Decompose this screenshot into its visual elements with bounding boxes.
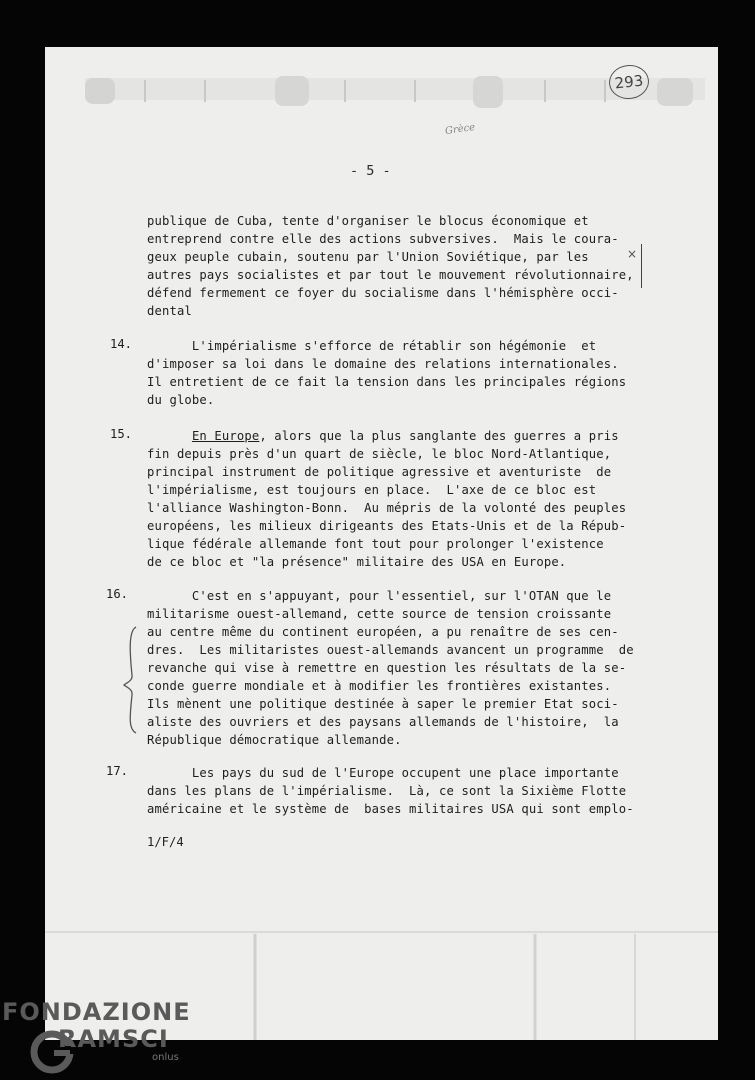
text-line: dental	[147, 304, 192, 318]
text-line: L'impérialisme s'efforce de rétablir son hégémonie et	[147, 339, 597, 353]
text-line: militarisme ouest-allemand, cette source de tension croissante	[147, 607, 612, 621]
text-line: Ils mènent une politique destinée à saper le premier Etat soci-	[147, 697, 619, 711]
text-line: geux peuple cubain, soutenu par l'Union Soviétique, par les	[147, 250, 589, 264]
text-line: principal instrument de politique agressive et aventuriste de	[147, 465, 612, 479]
text-line: République démocratique allemande.	[147, 733, 402, 747]
margin-vertical-mark	[641, 244, 642, 288]
text-line: Il entretient de ce fait la tension dans les principales régions	[147, 375, 627, 389]
text-line: l'alliance Washington-Bonn. Au mépris de la volonté des peuples	[147, 501, 627, 515]
text-line: défend fermement ce foyer du socialisme dans l'hémisphère occi-	[147, 286, 619, 300]
watermark-gramsci: RAMSCI	[58, 1025, 169, 1053]
text-line: aliste des ouvriers et des paysans allemands de l'histoire, la	[147, 715, 619, 729]
text-line: entreprend contre elle des actions subversives. Mais le coura-	[147, 232, 619, 246]
document-reference: 1/F/4	[147, 835, 184, 849]
text-line: dres. Les militaristes ouest-allemands avancent un programme de	[147, 643, 634, 657]
text-line: Les pays du sud de l'Europe occupent une place importante	[147, 766, 619, 780]
text-line: au centre même du continent européen, a pu renaître de ses cen-	[147, 625, 619, 639]
paragraph-number: 14.	[110, 337, 133, 351]
text-line: du globe.	[147, 393, 215, 407]
text-line: publique de Cuba, tente d'organiser le blocus économique et	[147, 214, 589, 228]
paragraph-number: 15.	[110, 427, 133, 441]
archive-stamp-number: 293	[607, 63, 650, 101]
paragraph-number: 16.	[106, 587, 129, 601]
handwritten-bracket	[122, 625, 142, 735]
watermark-foundation: FONDAZIONE	[2, 998, 191, 1026]
text-line: européens, les milieux dirigeants des Etats-Unis et de la Répub-	[147, 519, 627, 533]
text-line: lique fédérale allemande font tout pour prolonger l'existence	[147, 537, 604, 551]
page-number: - 5 -	[350, 163, 391, 179]
text-line: de ce bloc et "la présence" militaire des USA en Europe.	[147, 555, 567, 569]
text-line: l'impérialisme, est toujours en place. L'axe de ce bloc est	[147, 483, 597, 497]
margin-cross-mark: ×	[627, 247, 638, 261]
text-line: autres pays socialistes et par tout le mouvement révolutionnaire,	[147, 268, 634, 282]
first-line-rest: , alors que la plus sanglante des guerres a pris	[259, 429, 619, 443]
text-line: revanche qui vise à remettre en question les résultats de la se-	[147, 661, 627, 675]
paragraph-number: 17.	[106, 764, 129, 778]
text-line-first	[147, 427, 619, 445]
text-line: américaine et le système de bases militaires USA qui sont emplo-	[147, 802, 634, 816]
text-line: fin depuis près d'un quart de siècle, le bloc Nord-Atlantique,	[147, 447, 612, 461]
underlined-phrase: En Europe	[191, 429, 260, 443]
pencil-annotation: Grèce	[444, 121, 476, 138]
text-line: d'imposer sa loi dans le domaine des relations internationales.	[147, 357, 619, 371]
watermark-onlus: onlus	[152, 1052, 179, 1063]
text-line: conde guerre mondiale et à modifier les frontières existantes.	[147, 679, 612, 693]
text-line: dans les plans de l'impérialisme. Là, ce sont la Sixième Flotte	[147, 784, 627, 798]
text-line: C'est en s'appuyant, pour l'essentiel, sur l'OTAN que le	[147, 589, 612, 603]
